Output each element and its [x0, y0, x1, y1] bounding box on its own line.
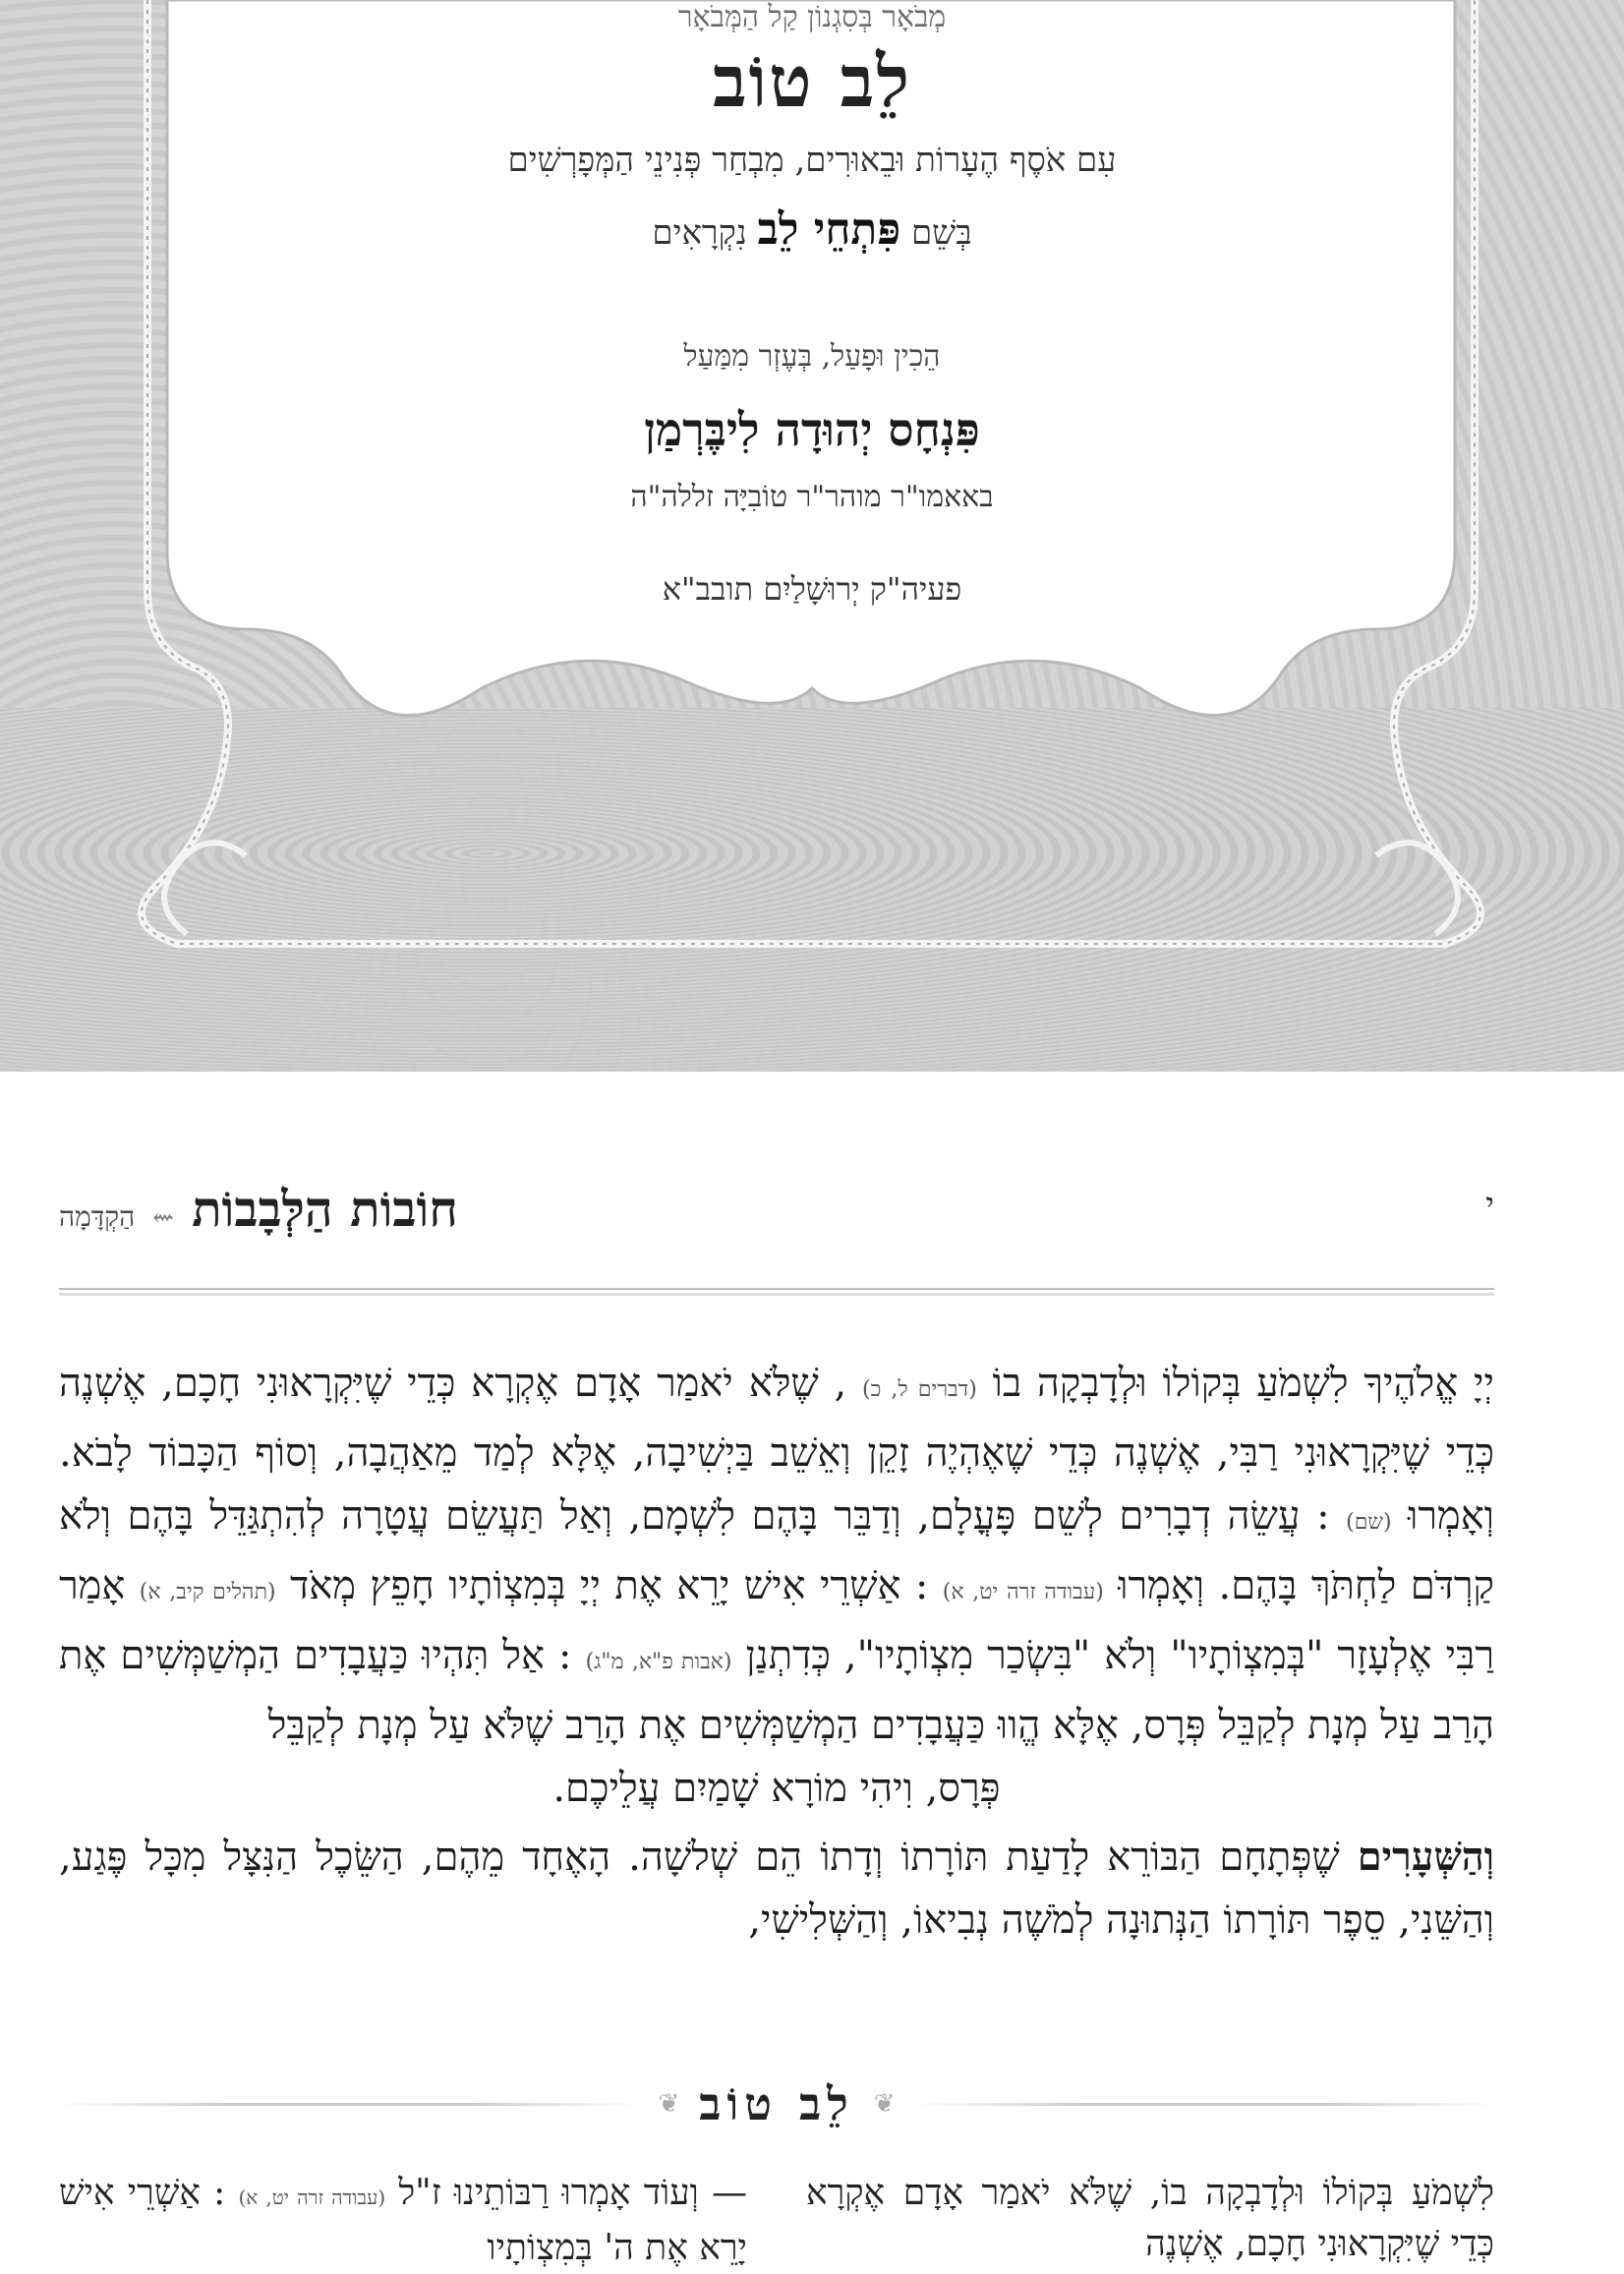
flourish-icon: ❦	[658, 2089, 680, 2119]
section-name: הַקְדָּמָה	[59, 1200, 136, 1233]
text-run: , שֶׁלֹּא יֹאמַר אָדָם אֶקְרָא כְּדֵי שֶׁיִּקְרָאוּנִי חָכָם, אֶשְׁנֶה כְּדֵי שֶׁיִּקְרָאוּנִי רַבִּי, אֶשְׁנֶה כְּדֵי שֶׁאֶהְיֶה זָקֵן וְאֵשֵׁב בַּיְשִׁיבָה, אֶלָּא לְמַד מֵאַהֲבָה, וְסוֹף הַכָּבוֹד לָבֹא. וְאָמְרוּ	[59, 1361, 1494, 1539]
title-page-prepared-by: הֵכִין וּפָעַל, בְּעֶזְר מִמַּעַל	[683, 339, 941, 374]
paragraph-2	[59, 1826, 1494, 1952]
book-title: חוֹבוֹת הַלְּבָבוֹת	[192, 1180, 458, 1238]
title-page-title: לֵב טוֹב	[712, 39, 912, 123]
title-page-author-father: באאמו"ר מוהר"ר טוֹבִיָּה זללה"ה	[630, 480, 994, 514]
title-page-description: עִם אֹסֶף הֶעָרוֹת וּבֵאוּרִים, מִבְחַר פְּנִינֵי הַמְּפָרְשִׁים	[507, 141, 1117, 180]
main-text	[59, 1352, 1494, 1952]
text-run: : עֲשֵׂה דְבָרִים לְשֵׁם פָּעֳלָם, וְדַבֵּר בָּהֶם לִשְׁמָם, וְאַל תַּעֲשֵׂם עֲטָרָה לְהִתְגַּדֵּל בָּהֶם וְלֹא קַרְדֹּם לַחְתֹּךְ בָּהֶם. וְאָמְרוּ	[59, 1493, 1494, 1608]
running-header	[59, 1180, 1494, 1249]
commentary-title: לֵב טוֹב	[699, 2077, 854, 2130]
title-page-place: פעיה"ק יְרוּשָׁלַיִם תובב"א	[662, 570, 962, 608]
source-reference: (תהלים קיב, א)	[139, 1580, 276, 1604]
title-page-commentary-title: פִּתְחֵי לֵב	[757, 204, 901, 255]
running-title	[59, 1180, 458, 1238]
paragraph-lead-word: וְהַשְּׁעָרִים	[1357, 1834, 1494, 1880]
text-run: יְיָ אֱלֹהֶיךָ לִשְׁמֹעַ בְּקוֹלוֹ וּלְדָבְקָה בוֹ	[992, 1361, 1494, 1406]
commentary-columns	[59, 2168, 1494, 2274]
title-page-name-post: נִקְרָאִים	[652, 213, 747, 253]
text-run: : אַשְׁרֵי אִישׁ יָרֵא אֶת ה' בְּמִצְוֹתָיו	[59, 2173, 747, 2268]
header-divider	[59, 1288, 1494, 1296]
text-run: : אַל תִּהְיוּ כַּעֲבָדִים הַמְשַׁמְּשִׁים אֶת הָרַב עַל מְנָת לְקַבֵּל פְּרָס, אֶלָּא הֱווּ כַּעֲבָדִים הַמְשַׁמְּשִׁים אֶת הָרַב שֶׁלֹּא עַל מְנָת לְקַבֵּל	[59, 1633, 1494, 1748]
flourish-icon: ❦	[873, 2089, 896, 2119]
text-run: — וְעוֹד אָמְרוּ רַבּוֹתֵינוּ ז"ל	[398, 2173, 747, 2213]
source-reference: (עבודה זרה יט, א)	[942, 1580, 1104, 1604]
title-page-author: פִּנְחָס יְהוּדָה לִיבֶּרְמַן	[644, 403, 980, 456]
title-page-commentary-name	[0, 204, 1624, 255]
source-reference: (אבות פ"א, מ"ג)	[585, 1650, 732, 1674]
arrow-icon: ⇜	[152, 1203, 175, 1233]
paragraph-1-last-line: פְּרָס, וִיהִי מוֹרָא שָׁמַיִם עֲלֵיכֶם.	[552, 1766, 1001, 1811]
commentary-divider	[59, 2079, 1494, 2128]
divider-line	[915, 2103, 1494, 2106]
divider-line	[59, 2103, 638, 2106]
commentary-column-left	[59, 2168, 747, 2274]
source-reference: (שם)	[1346, 1510, 1392, 1535]
paragraph-1	[59, 1352, 1494, 1757]
text-run: שֶׁפְּתָחָם הַבּוֹרֵא לָדַעַת תּוֹרָתוֹ וְדָתוֹ הֵם שְׁלשָׁה. הָאֶחָד מֵהֶם, הַשֵּׂכֶל הַנִּצָּל מִכָּל פֶּגַע, וְהַשֵּׁנִי, סֵפֶר תּוֹרָתוֹ הַנְּתוּנָה לְמֹשֶׁה נְבִיאוֹ, וְהַשְּׁלִישִׁי,	[59, 1835, 1494, 1943]
page-number: י	[1485, 1186, 1494, 1225]
title-page-name-pre: בְּשֵׁם	[910, 213, 972, 253]
text-run: אָמַר רַבִּי אֶלְעָזָר "בְּמִצְוֹתָיו" וְלֹא "בִּשְׂכַר מִצְוֹתָיו", כְּדִתְנַן	[59, 1563, 1494, 1678]
source-reference: (דברים ל, כ)	[862, 1377, 977, 1402]
title-page-scan	[0, 0, 1624, 1072]
title-page-subheading: מְבֹאָר בְּסִגְנוֹן קַל הַמְּבֹאָר	[677, 0, 947, 34]
text-run: : אַשְׁרֵי אִישׁ יָרֵא אֶת יְיָ בְּמִצְוֹתָיו חָפֵץ מְאֹד	[289, 1563, 929, 1608]
commentary-column-right: לִשְׁמֹעַ בְּקוֹלוֹ וּלְדָבְקָה בוֹ, שֶׁלֹּא יֹאמַר אָדָם אֶקְרָא כְּדֵי שֶׁיִּקְרָאוּנִי חָכָם, אֶשְׁנֶה	[806, 2173, 1494, 2264]
source-reference: (עבודה זרה יט, א)	[238, 2186, 386, 2209]
